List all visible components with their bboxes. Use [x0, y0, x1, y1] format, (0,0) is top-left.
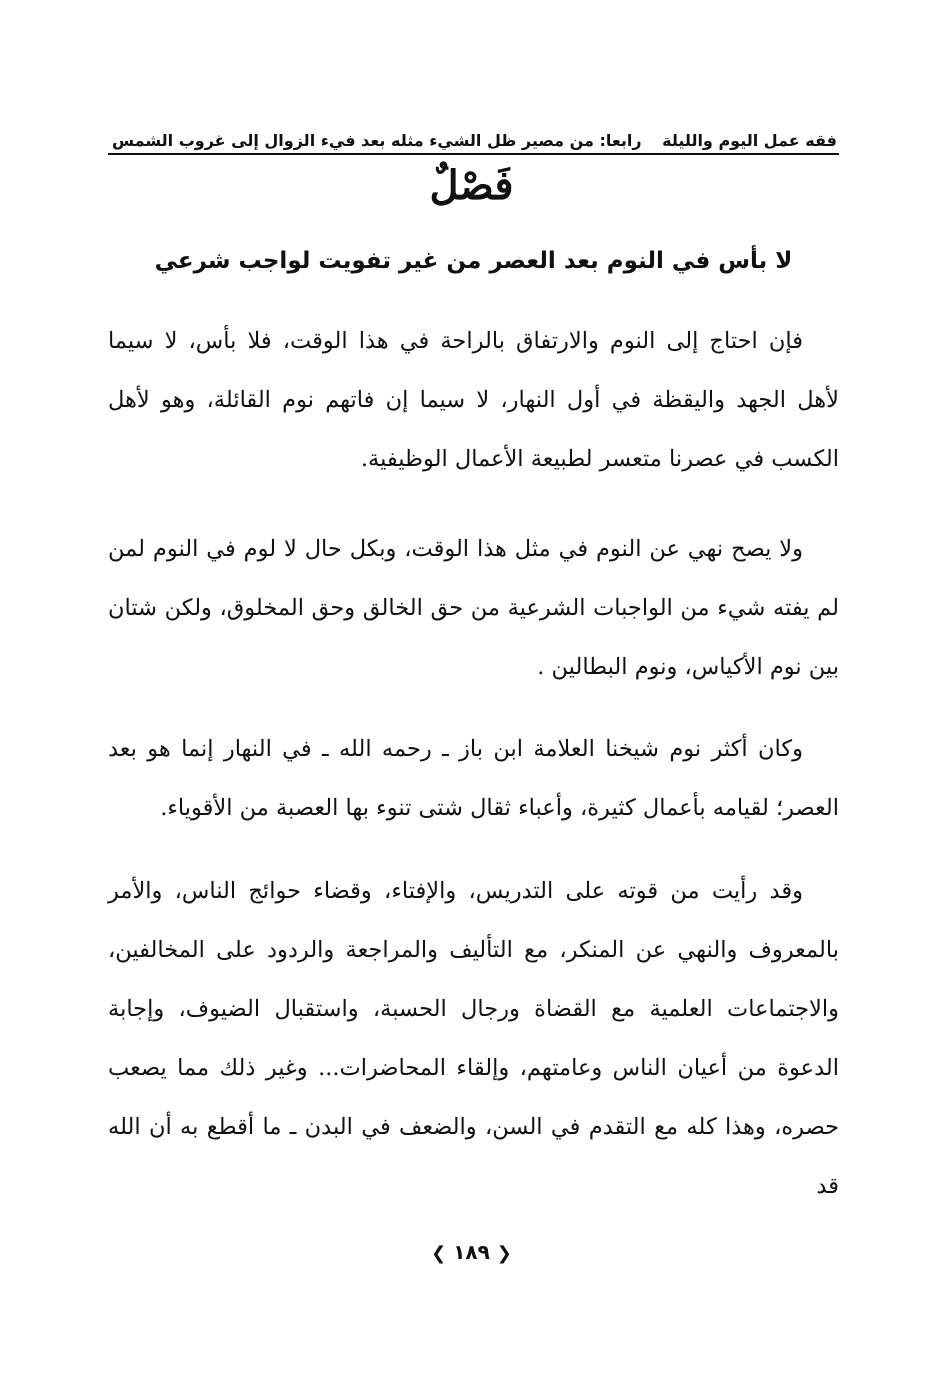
paragraph-text: فإن احتاج إلى النوم والارتفاق بالراحة في هذا الوقت، فلا بأس، لا سيما لأهل الجهد واليقظة في أول النهار، لا سيما إن فاتهم نوم القائلة، وهو لأهل الكسب في عصرنا متعسر لطبيعة الأعمال الوظيفية. — [108, 328, 839, 472]
paragraph-text: وكان أكثر نوم شيخنا العلامة ابن باز ـ رحمه الله ـ في النهار إنما هو بعد العصر؛ لقيامه بأعمال كثيرة، وأعباء ثقال شتى تنوء بها العصبة من الأقوياء. — [108, 736, 839, 821]
left-ornament-icon: ❮ — [431, 1243, 447, 1264]
paragraph-2 — [108, 520, 839, 697]
chapter-title: لا بأس في النوم بعد العصر من غير تفويت لواجب شرعي — [154, 248, 793, 274]
paragraph-text: وقد رأيت من قوته على التدريس، والإفتاء، وقضاء حوائج الناس، والأمر بالمعروف والنهي عن المنكر، مع التأليف والمراجعة والردود على المخالفين، والاجتماعات العلمية مع القضاة ورجال الحسبة، واستقبال الضيوف، وإجابة الدعوة من أعيان الناس وعامتهم، وإلقاء المحاضرات... وغير ذلك مما يصعب حصره، وهذا كله مع التقدم في السن، والضعف في البدن ـ ما أقطع به أن الله قد — [108, 878, 839, 1199]
paragraph-3 — [108, 720, 839, 838]
section-heading: فَصْلٌ — [429, 162, 514, 209]
paragraph-4 — [108, 862, 839, 1216]
page-number-footer — [0, 1240, 943, 1264]
running-header — [112, 116, 837, 150]
paragraph-1 — [108, 312, 839, 489]
right-ornament-icon: ❯ — [496, 1243, 512, 1264]
paragraph-text: ولا يصح نهي عن النوم في مثل هذا الوقت، وبكل حال لا لوم في النوم لمن لم يفته شيء من الواجبات الشرعية من حق الخالق وحق المخلوق، ولكن شتان بين نوم الأكياس، ونوم البطالين . — [108, 536, 839, 680]
page-number: ١٨٩ — [453, 1240, 490, 1264]
book-title: فقه عمل اليوم والليلة — [662, 131, 837, 150]
section-title: رابعا: من مصير ظل الشيء مثله بعد فيء الزوال إلى غروب الشمس — [112, 131, 642, 150]
header-rule — [108, 153, 839, 155]
